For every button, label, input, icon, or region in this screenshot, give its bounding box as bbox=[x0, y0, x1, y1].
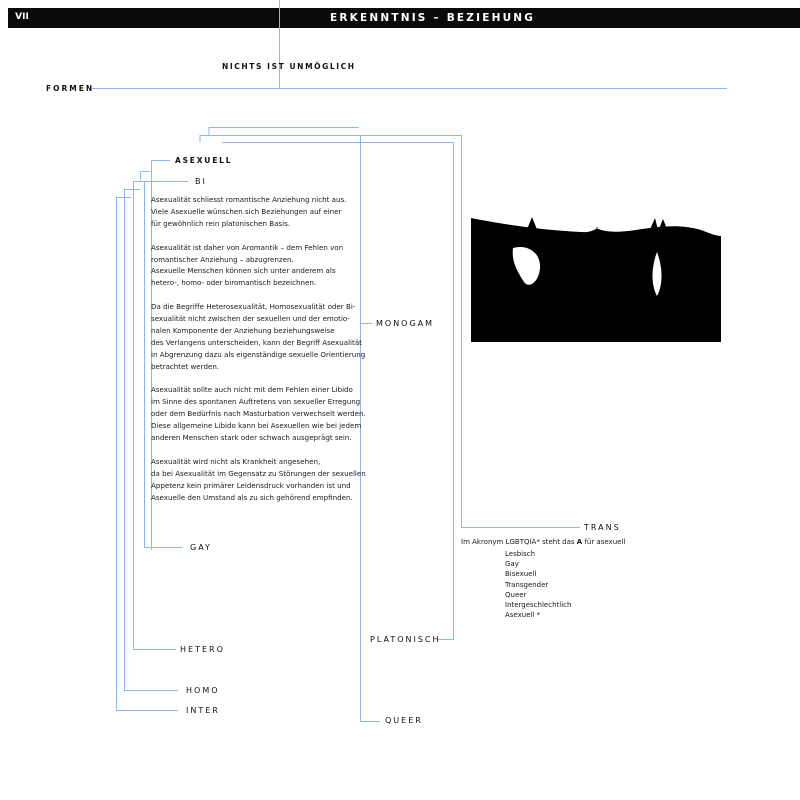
label-trans: TRANS bbox=[584, 523, 621, 532]
label-monogam: MONOGAM bbox=[376, 319, 435, 328]
label-inter: INTER bbox=[186, 706, 220, 715]
acronym-item: Intergeschlechtlich bbox=[505, 601, 572, 610]
acronym-item: Transgender bbox=[505, 580, 549, 589]
acronym-letter: A bbox=[576, 538, 583, 546]
queer-top-connector bbox=[209, 128, 359, 136]
acronym-item: Gay bbox=[505, 560, 519, 569]
acronym-list bbox=[505, 549, 571, 620]
label-hetero: HETERO bbox=[180, 645, 225, 654]
acronym-item: Lesbisch bbox=[505, 550, 536, 558]
body-paragraph: Asexualität schliesst romantische Anziehung nicht aus. Viele Asexuelle wünschen sich Beziehungen auf einer für gewöhnlich rein platonischen Basis. bbox=[151, 195, 347, 228]
body-text bbox=[151, 194, 366, 515]
body-paragraph: Asexualität wird nicht als Krankheit angesehen, da bei Asexualität im Gegensatz zu Störungen der sexuellen Appetenz kein primärer Leidensdruck vorhanden ist und Asexuelle den Umstand als zu sich gehörend empfinden. bbox=[151, 456, 366, 502]
label-homo: HOMO bbox=[186, 686, 220, 695]
acronym-item: Bisexuell bbox=[505, 570, 537, 579]
body-paragraph: Asexualität ist daher von Aromantik – dem Fehlen von romantischer Anziehung – abzugrenzen. Asexuelle Menschen können sich unter anderem als hetero-, homo- oder biromantisch bezeichnen. bbox=[151, 242, 344, 288]
chapter-badge: VII bbox=[11, 9, 33, 26]
label-bi: BI bbox=[195, 177, 207, 186]
label-platonisch: PLATONISCH bbox=[370, 635, 441, 644]
acronym-intro bbox=[461, 538, 625, 546]
label-queer: QUEER bbox=[385, 716, 423, 725]
acronym-item: Asexuell * bbox=[505, 611, 541, 620]
acronym-item: Queer bbox=[505, 590, 527, 599]
page-subtitle: NICHTS IST UNMÖGLICH bbox=[222, 62, 356, 71]
label-asexuell: ASEXUELL bbox=[175, 156, 233, 165]
section-label-formen: FORMEN bbox=[46, 84, 95, 93]
body-paragraph: Da die Begriffe Heterosexualität, Homosexualität oder Bi- sexualität nicht zwischen der sexuellen und der emotio- nalen Komponente der Anziehung beziehungsweise des Verlangens unterscheiden, kann der Begriff Asexualität in Abgrenzung dazu als eigenständige sexuelle Orientierung betrachtet werden. bbox=[151, 302, 366, 371]
body-paragraph: Asexualität sollte auch nicht mit dem Fehlen einer Libido im Sinne des spontanen Auftretens von sexueller Erregung oder dem Bedürfnis nach Masturbation verwechselt werden. Diese allgemeine Libido kann bei Asexuellen wie bei jedem anderen Menschen stark oder schwach ausgeprägt sein. bbox=[151, 385, 366, 443]
header-title: ERKENNTNIS – BEZIEHUNG bbox=[330, 12, 536, 24]
label-gay: GAY bbox=[190, 543, 212, 552]
acronym-intro-before: Im Akronym LGBTQIA* steht das bbox=[461, 538, 577, 546]
swimmers-illustration bbox=[471, 210, 721, 345]
acronym-intro-after: für asexuell bbox=[582, 538, 626, 546]
